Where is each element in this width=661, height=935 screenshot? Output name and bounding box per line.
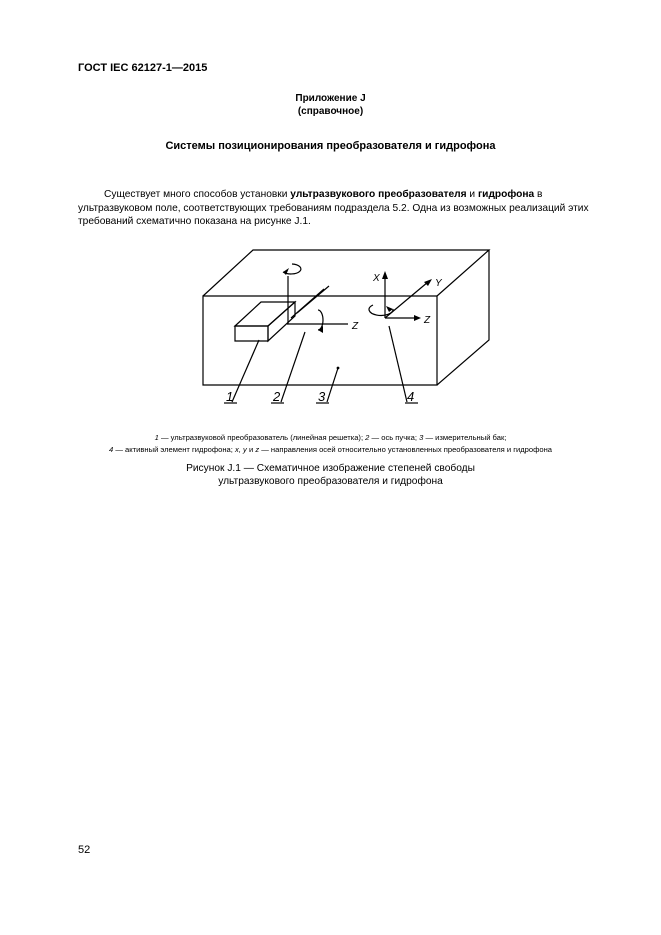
beam-axis-line-b [291,289,324,318]
paragraph-text-1: Существует много способов установки [104,189,291,200]
caption-line-1: Рисунок J.1 — Схематичное изображение степеней свободы [186,463,475,474]
arrow-head-z-icon [414,315,421,321]
legend-line-2: 4 — активный элемент гидрофона; x, y и z — направления осей относительно установленных преобразователя и гидрофона [108,445,553,454]
callout-4: 4 [407,389,415,404]
tank-dot [337,367,340,370]
leader-line-2 [281,332,305,402]
paragraph-bold-hydrophone: гидрофона [477,189,535,200]
transducer-top [235,302,295,326]
axis-label-z1: Z [352,321,359,332]
callout-1: 1 [226,389,234,404]
arrow-head-rotation-mid-icon [318,326,323,333]
axis-label-x: X [373,273,380,284]
transducer-side [268,302,295,341]
standard-header: ГОСТ IEC 62127-1—2015 [78,62,208,74]
figure-diagram [190,238,510,410]
figure-legend [0,432,661,456]
paragraph-text-2: и [466,189,478,200]
paragraph-text-3: в ультразвуковом поле, соответствующих требованиям подраздела 5.2. Одна из возможных реализаций этих требований схематично показана на рисунке J.1. [78,189,589,227]
hydrophone-y-axis [385,282,428,318]
caption-line-2: ультразвукового преобразователя и гидрофона [218,476,443,487]
page-number: 52 [78,844,91,856]
arrow-head-rotation-right-icon [386,306,393,312]
tank-top-face [203,250,489,296]
leader-line-4 [389,326,407,402]
leader-line-1 [232,340,259,402]
transducer-front [235,326,268,341]
figure-caption [0,462,661,488]
arrow-head-x-icon [382,271,388,279]
paragraph-bold-transducer: ультразвукового преобразователя [290,189,467,200]
section-title: Системы позиционирования преобразователя и гидрофона [165,140,496,152]
legend-line-1: 1 — ультразвуковой преобразователь (линейная решетка); 2 — ось пучка; 3 — измерительный бак; [154,433,507,442]
callout-3: 3 [318,389,326,404]
axis-label-y: Y [435,278,442,289]
callout-2: 2 [273,389,281,404]
appendix-type: (справочное) [297,106,364,117]
appendix-heading [0,92,661,118]
appendix-title: Приложение J [295,93,366,104]
axis-label-z2: Z [424,315,431,326]
tank-side-face [437,250,489,385]
body-paragraph [78,188,618,229]
